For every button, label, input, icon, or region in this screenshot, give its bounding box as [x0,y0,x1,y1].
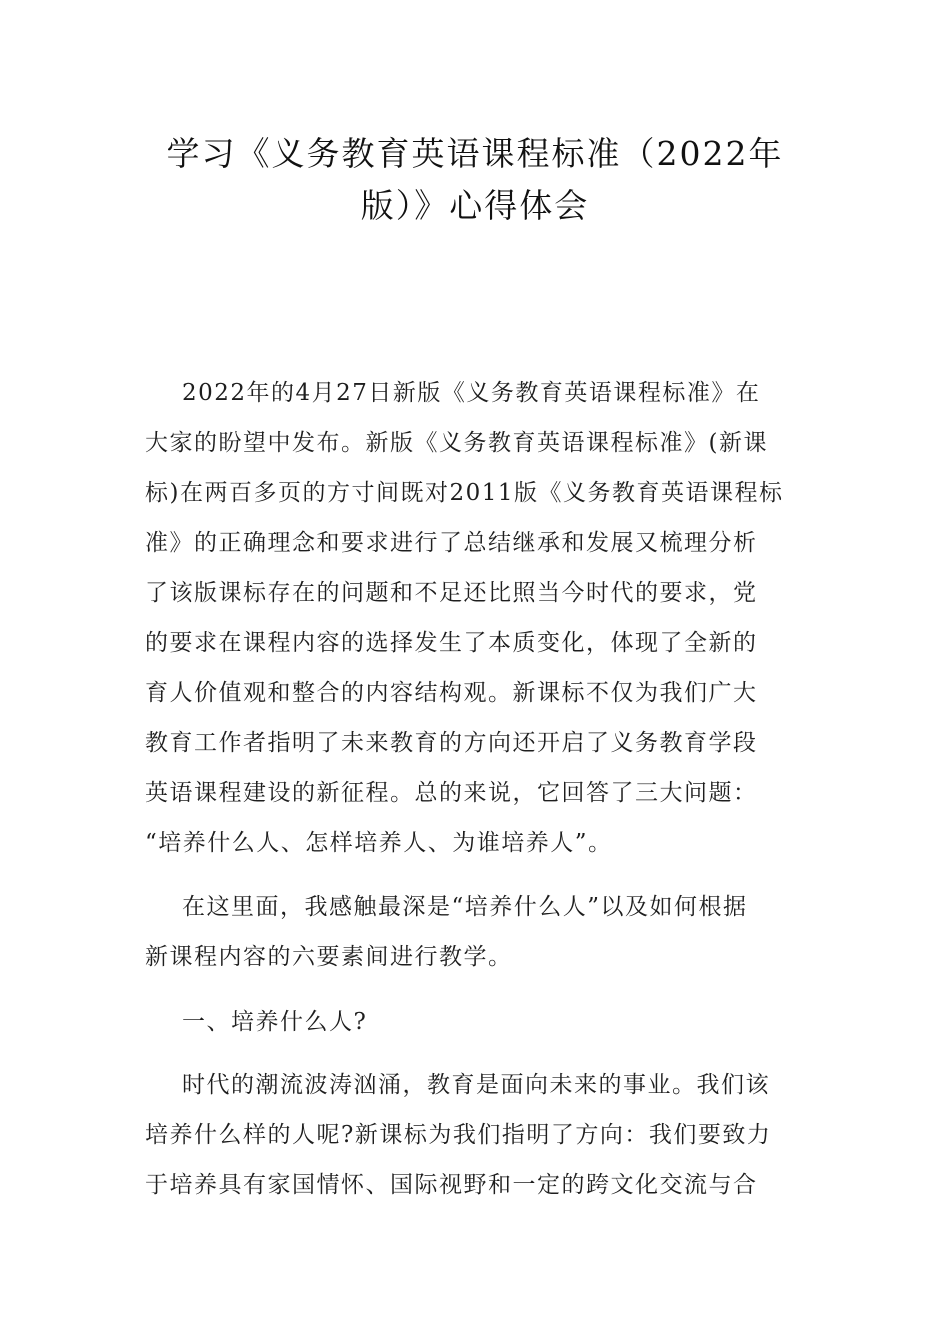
paragraph-line: 教育工作者指明了未来教育的方向还开启了义务教育学段 [145,730,758,756]
paragraph-line: 于培养具有家国情怀、国际视野和一定的跨文化交流与合 [145,1172,758,1198]
paragraph-2 [145,882,810,982]
title-line-2: 版）》心得体会 [360,186,590,225]
paragraph-3 [145,1060,810,1210]
paragraph-line: 培养什么样的人呢?新课标为我们指明了方向：我们要致力 [145,1122,772,1148]
paragraph-line: 在这里面，我感触最深是“培养什么人”以及如何根据 [182,894,748,920]
paragraph-line: “培养什么人、怎样培养人、为谁培养人”。 [145,830,613,856]
document-title [0,128,950,232]
paragraph-line: 的要求在课程内容的选择发生了本质变化，体现了全新的 [145,630,758,656]
section-heading-1 [145,997,810,1047]
paragraph-line: 新课程内容的六要素间进行教学。 [145,944,513,970]
section-heading-text: 一、培养什么人? [182,1009,368,1035]
paragraph-line: 大家的盼望中发布。新版《义务教育英语课程标准》(新课 [145,430,768,456]
paragraph-line: 了该版课标存在的问题和不足还比照当今时代的要求，党 [145,580,758,606]
paragraph-line: 时代的潮流波涛汹涌，教育是面向未来的事业。我们该 [182,1072,770,1098]
title-line-1: 学习《义务教育英语课程标准（2022年 [166,134,784,173]
paragraph-1 [145,368,810,868]
paragraph-line: 标)在两百多页的方寸间既对2011版《义务教育英语课程标 [145,480,784,506]
paragraph-line: 2022年的4月27日新版《义务教育英语课程标准》在 [182,380,761,406]
paragraph-line: 英语课程建设的新征程。总的来说，它回答了三大问题： [145,780,758,806]
paragraph-line: 准》的正确理念和要求进行了总结继承和发展又梳理分析 [145,530,758,556]
paragraph-line: 育人价值观和整合的内容结构观。新课标不仅为我们广大 [145,680,758,706]
